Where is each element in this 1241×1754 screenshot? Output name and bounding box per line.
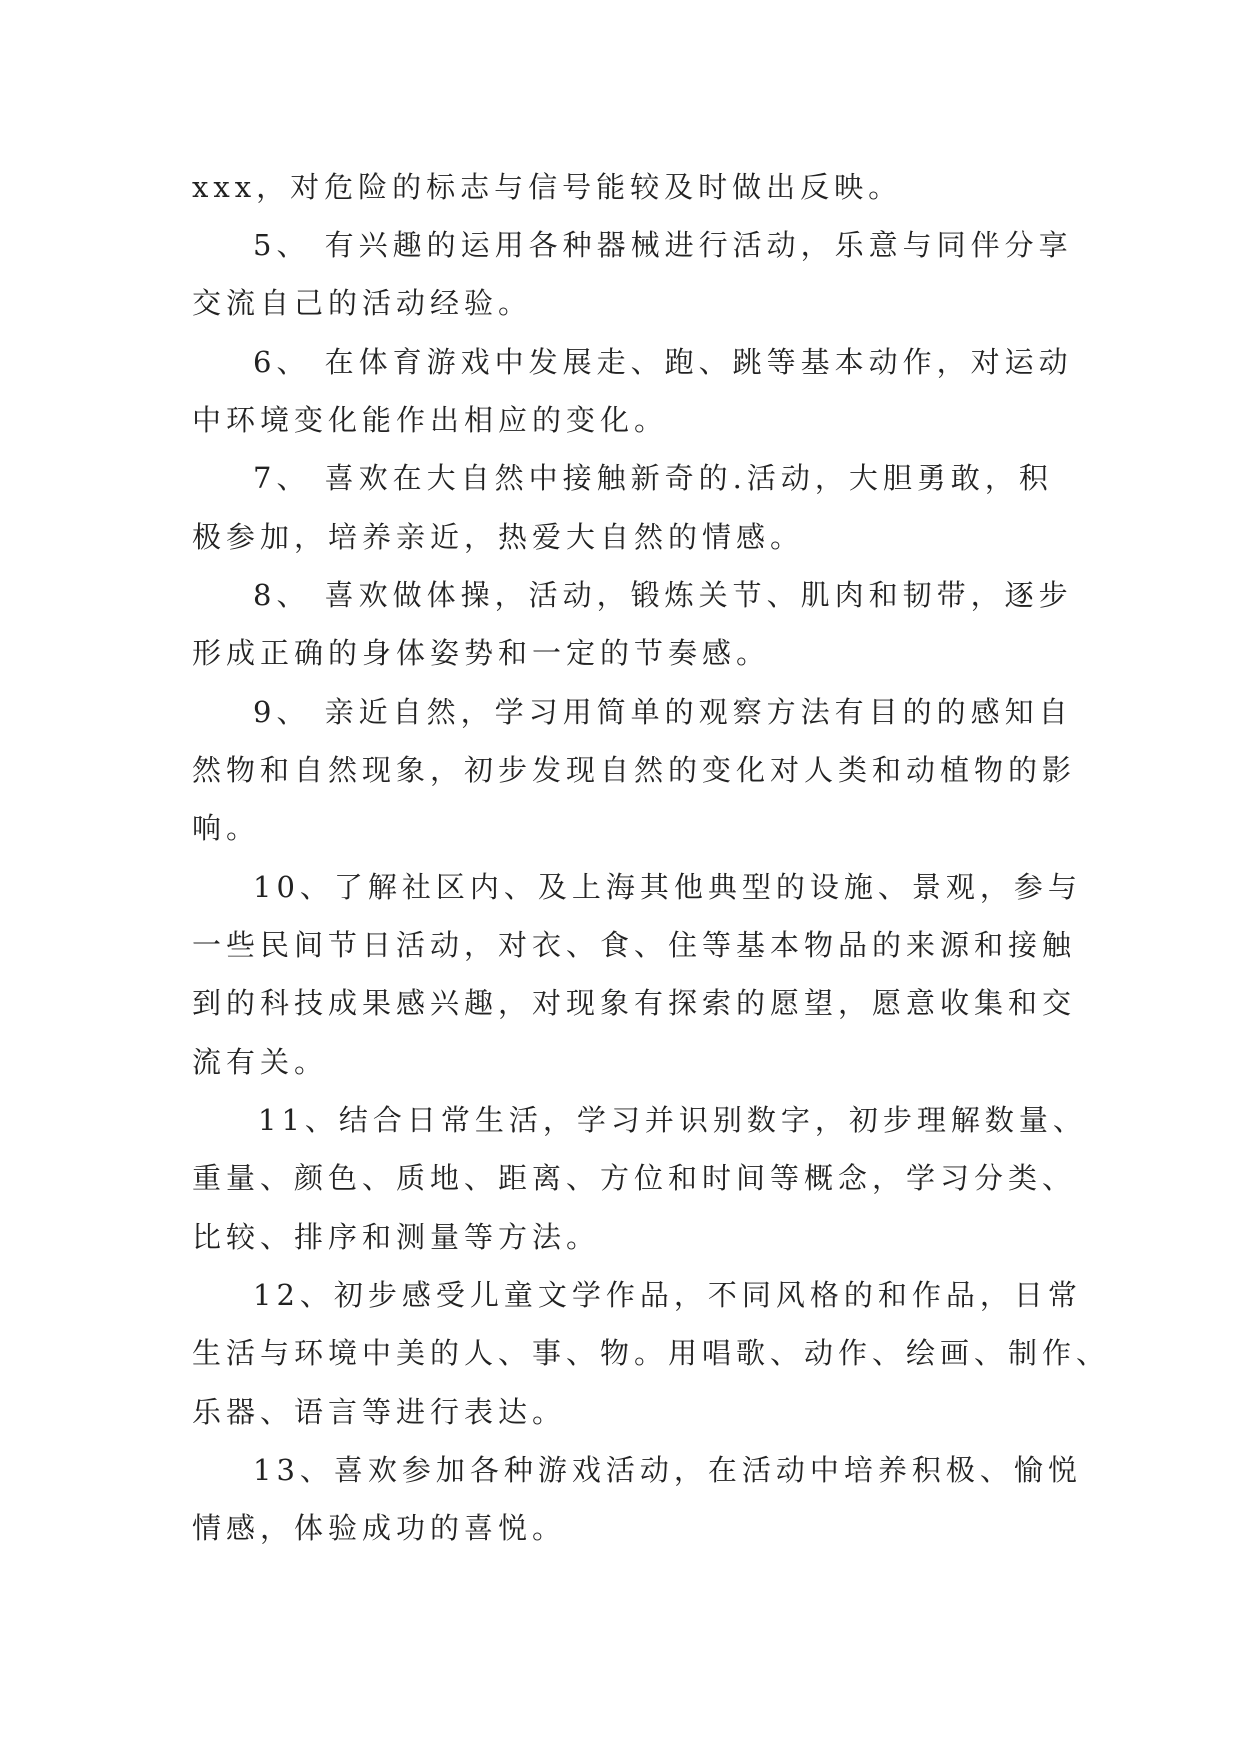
text-line: 生活与环境中美的人、事、物。用唱歌、动作、绘画、制作、: [192, 1336, 1111, 1370]
text-line: 8、 喜欢做体操，活动，锻炼关节、肌肉和韧带，逐步: [253, 578, 1073, 612]
text-line: 然物和自然现象，初步发现自然的变化对人类和动植物的影: [192, 753, 1077, 787]
text-line: 响。: [192, 811, 261, 845]
text-line: 比较、排序和测量等方法。: [192, 1220, 601, 1254]
text-line: 到的科技成果感兴趣，对现象有探索的愿望，愿意收集和交: [192, 986, 1077, 1020]
text-line: xxx，对危险的标志与信号能较及时做出反映。: [192, 170, 903, 204]
text-line: 10、了解社区内、及上海其他典型的设施、景观，参与: [253, 870, 1082, 904]
text-line: 7、 喜欢在大自然中接触新奇的.活动，大胆勇敢，积: [253, 461, 1053, 495]
text-line: 交流自己的活动经验。: [192, 286, 533, 320]
text-line: 12、初步感受儿童文学作品，不同风格的和作品，日常: [253, 1278, 1082, 1312]
text-line: 13、喜欢参加各种游戏活动，在活动中培养积极、愉悦: [253, 1453, 1082, 1487]
text-line: 11、结合日常生活，学习并识别数字，初步理解数量、: [258, 1103, 1087, 1137]
text-line: 乐器、语言等进行表达。: [192, 1395, 567, 1429]
text-line: 6、 在体育游戏中发展走、跑、跳等基本动作，对运动: [253, 345, 1073, 379]
text-line: 一些民间节日活动，对衣、食、住等基本物品的来源和接触: [192, 928, 1077, 962]
text-line: 5、 有兴趣的运用各种器械进行活动，乐意与同伴分享: [253, 228, 1073, 262]
text-line: 极参加，培养亲近，热爱大自然的情感。: [192, 520, 805, 554]
text-line: 形成正确的身体姿势和一定的节奏感。: [192, 636, 771, 670]
text-line: 中环境变化能作出相应的变化。: [192, 403, 669, 437]
text-line: 情感，体验成功的喜悦。: [192, 1511, 567, 1545]
text-line: 9、 亲近自然，学习用简单的观察方法有目的的感知自: [253, 695, 1073, 729]
text-line: 重量、颜色、质地、距离、方位和时间等概念，学习分类、: [192, 1161, 1077, 1195]
text-line: 流有关。: [192, 1045, 329, 1079]
